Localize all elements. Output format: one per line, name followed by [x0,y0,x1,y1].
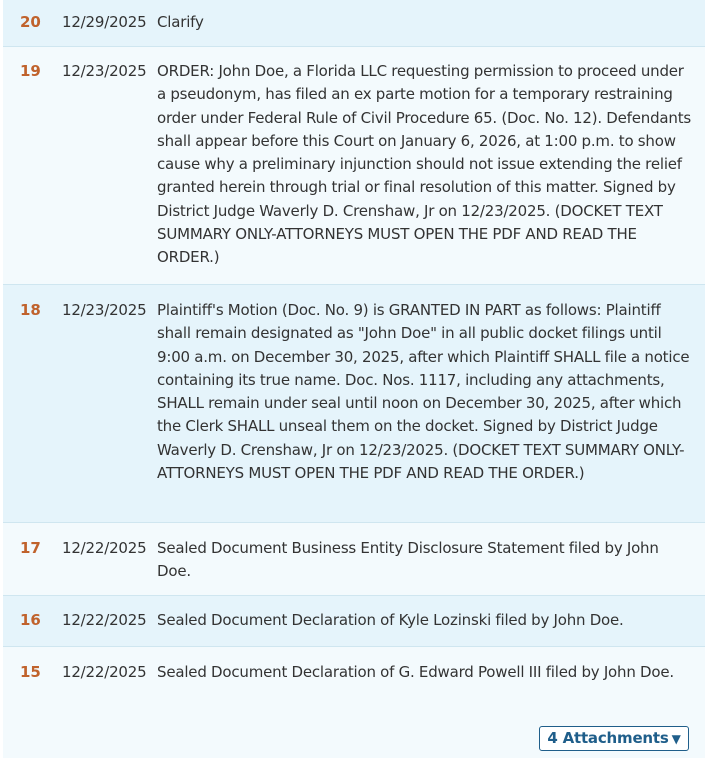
entry-text: Plaintiff's Motion (Doc. No. 9) is GRANTED IN PART as follows: Plaintiff shall remain designated as "John Doe" in all public docket filings until 9:00 a.m. on December 30, 2025, after which Plaintiff SHALL file a notice containing its true name. Doc. Nos. 1117, including any attachments, SHALL remain under seal until noon on December 30, 2025, after which the Clerk SHALL unseal them on the docket. Signed by District Judge Waverly D. Crenshaw, Jr on 12/23/2025. (DOCKET TEXT SUMMARY ONLY-ATTORNEYS MUST OPEN THE PDF AND READ THE ORDER.) [157,301,690,483]
docket-row [3,285,705,523]
entry-date: 12/23/2025 [62,62,147,80]
docket-row [3,523,705,596]
entry-date: 12/22/2025 [62,663,147,681]
entry-text: Sealed Document Declaration of Kyle Lozinski filed by John Doe. [157,611,624,629]
entry-text: ORDER: John Doe, a Florida LLC requesting permission to proceed under a pseudonym, has filed an ex parte motion for a temporary restraining order under Federal Rule of Civil Procedure 65. (Doc. No. 12). Defendants shall appear before this Court on January 6, 2026, at 1:00 p.m. to show cause why a preliminary injunction should not issue extending the relief granted herein through trial or final resolution of this matter. Signed by District Judge Waverly D. Crenshaw, Jr on 12/23/2025. (DOCKET TEXT SUMMARY ONLY-ATTORNEYS MUST OPEN THE PDF AND READ THE ORDER.) [157,62,691,267]
docket-row [3,0,705,47]
attachments-button-label: 4 Attachments [547,729,669,747]
entry-number: 16 [20,611,41,629]
docket-row [3,47,705,285]
entry-text: Sealed Document Declaration of G. Edward Powell III filed by John Doe. [157,663,674,681]
entry-number: 20 [20,13,41,31]
entry-number: 15 [20,663,41,681]
docket-row [3,596,705,647]
entry-text: Clarify [157,13,204,31]
entry-date: 12/29/2025 [62,13,147,31]
caret-down-icon: ▼ [671,732,681,746]
attachments-button[interactable] [539,726,689,751]
entry-number: 19 [20,62,41,80]
entry-number: 18 [20,301,41,319]
entry-date: 12/22/2025 [62,539,147,557]
entry-text: Sealed Document Business Entity Disclosure Statement filed by John Doe. [157,539,659,581]
entry-date: 12/22/2025 [62,611,147,629]
docket-entries [3,0,705,758]
entry-number: 17 [20,539,41,557]
entry-date: 12/23/2025 [62,301,147,319]
